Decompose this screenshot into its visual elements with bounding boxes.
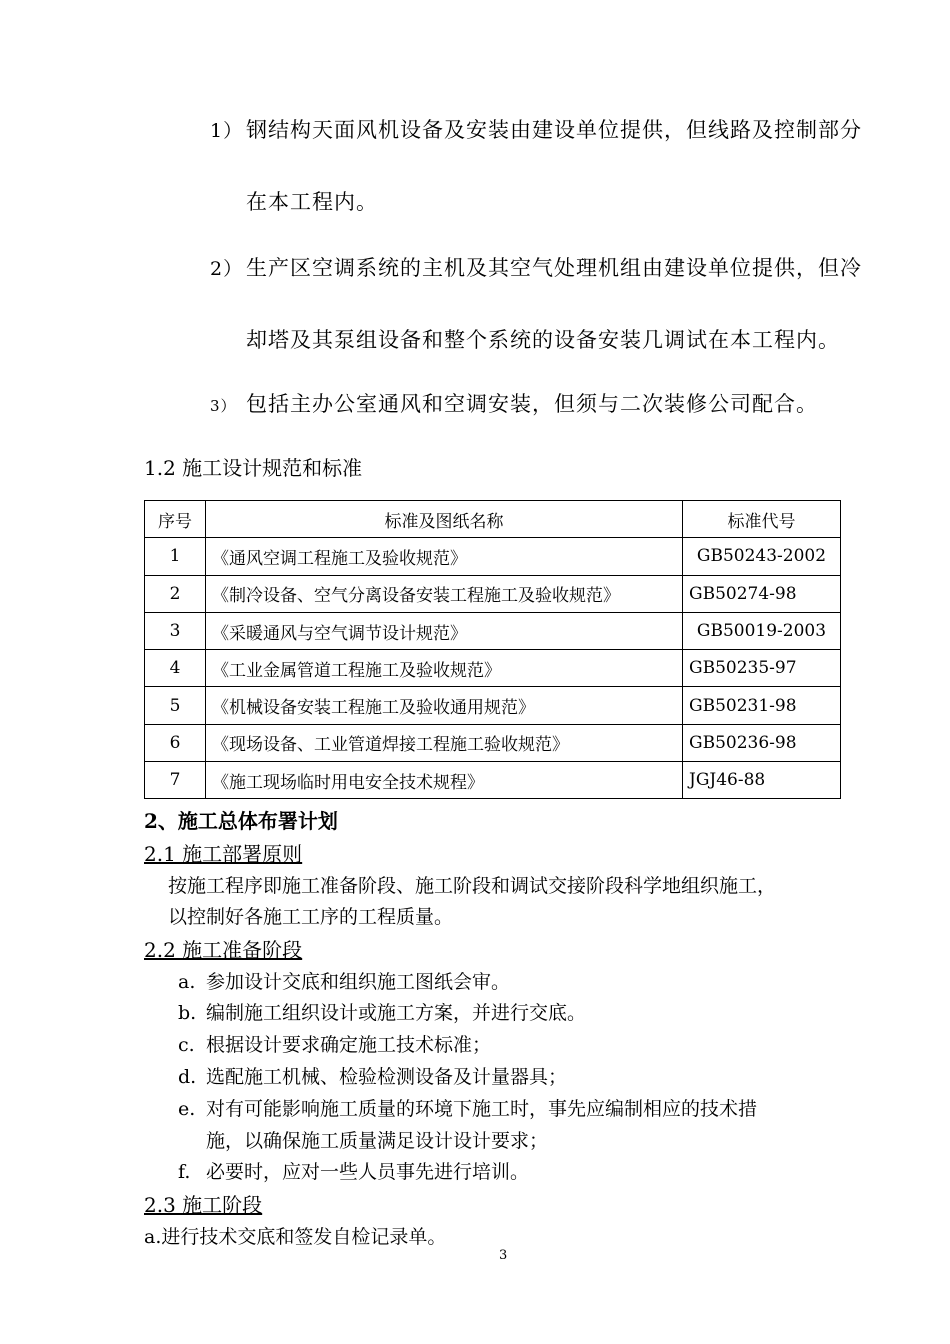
- row-name: 《制冷设备、空气分离设备安装工程施工及验收规范》: [206, 575, 683, 612]
- list-item: [178, 1094, 757, 1121]
- scope-item-text: 包括主办公室通风和空调安装，但须与二次装修公司配合。: [246, 392, 818, 416]
- table-row: [145, 575, 841, 612]
- row-name: 《通风空调工程施工及验收规范》: [206, 538, 683, 575]
- list-item-text: 参加设计交底和组织施工图纸会审。: [206, 971, 511, 993]
- scope-item-1: [210, 114, 862, 144]
- list-item: [178, 998, 586, 1025]
- scope-item-2-continued: 却塔及其泵组设备和整个系统的设备安装几调试在本工程内。: [246, 328, 840, 352]
- table-row: [145, 762, 841, 799]
- section-2-3-title: 2.3 施工阶段: [144, 1193, 263, 1217]
- row-code: JGJ46-88: [683, 762, 841, 799]
- scope-item-number: 2）: [210, 258, 244, 280]
- row-code: GB50274-98: [683, 575, 841, 612]
- row-seq: 7: [145, 762, 206, 799]
- row-code: GB50019-2003: [683, 612, 841, 649]
- section-2-1-paragraph-line: 按施工程序即施工准备阶段、施工阶段和调试交接阶段科学地组织施工，: [168, 875, 777, 897]
- table-row: [145, 687, 841, 724]
- list-item-label: a.: [178, 971, 196, 993]
- list-item: [178, 967, 510, 994]
- header-code: 标准代号: [683, 501, 841, 538]
- row-name: 《采暖通风与空气调节设计规范》: [206, 612, 683, 649]
- list-item-text: 选配施工机械、检验检测设备及计量器具；: [206, 1066, 568, 1088]
- list-item-text: 编制施工组织设计或施工方案，并进行交底。: [206, 1002, 587, 1024]
- list-item-text: 必要时，应对一些人员事先进行培训。: [206, 1161, 530, 1183]
- scope-item-number: 3）: [210, 397, 237, 415]
- scope-item-1-continued: 在本工程内。: [246, 190, 378, 214]
- scope-item-2: [210, 252, 862, 282]
- list-item: [178, 1062, 567, 1089]
- header-seq: 序号: [145, 501, 206, 538]
- section-1-2-title: 1.2 施工设计规范和标准: [144, 456, 363, 480]
- row-code: GB50236-98: [683, 724, 841, 761]
- scope-item-number: 1）: [210, 120, 244, 142]
- list-item-text: 对有可能影响施工质量的环境下施工时，事先应编制相应的技术措: [206, 1098, 758, 1120]
- section-2-2-title: 2.2 施工准备阶段: [144, 938, 303, 962]
- row-name: 《施工现场临时用电安全技术规程》: [206, 762, 683, 799]
- row-seq: 3: [145, 612, 206, 649]
- list-item: [178, 1157, 529, 1184]
- section-2-3-first-line: a.进行技术交底和签发自检记录单。: [144, 1226, 447, 1248]
- section-2-title: 2、施工总体布署计划: [144, 809, 338, 833]
- row-code: GB50243-2002: [683, 538, 841, 575]
- row-seq: 4: [145, 650, 206, 687]
- table-row: [145, 538, 841, 575]
- table-row: [145, 650, 841, 687]
- scope-item-text: 生产区空调系统的主机及其空气处理机组由建设单位提供，但冷: [246, 256, 862, 280]
- list-item-label: f.: [178, 1161, 191, 1183]
- list-item-continued: 施，以确保施工质量满足设计设计要求；: [206, 1130, 549, 1152]
- list-item-label: d.: [178, 1066, 197, 1088]
- list-item-label: b.: [178, 1002, 197, 1024]
- table-row: [145, 724, 841, 761]
- header-name: 标准及图纸名称: [206, 501, 683, 538]
- scope-item-3: [210, 388, 818, 418]
- row-code: GB50231-98: [683, 687, 841, 724]
- row-seq: 5: [145, 687, 206, 724]
- row-seq: 2: [145, 575, 206, 612]
- section-2-1-paragraph-line: 以控制好各施工工序的工程质量。: [168, 906, 454, 928]
- row-name: 《工业金属管道工程施工及验收规范》: [206, 650, 683, 687]
- list-item-label: e.: [178, 1098, 196, 1120]
- list-item-label: c.: [178, 1034, 195, 1056]
- row-name: 《机械设备安装工程施工及验收通用规范》: [206, 687, 683, 724]
- table-header-row: [145, 501, 841, 538]
- section-2-1-title: 2.1 施工部署原则: [144, 842, 303, 866]
- row-code: GB50235-97: [683, 650, 841, 687]
- list-item-text: 根据设计要求确定施工技术标准；: [206, 1034, 492, 1056]
- row-seq: 6: [145, 724, 206, 761]
- page-number: 3: [499, 1248, 508, 1263]
- list-item: [178, 1030, 491, 1057]
- row-seq: 1: [145, 538, 206, 575]
- table-row: [145, 612, 841, 649]
- row-name: 《现场设备、工业管道焊接工程施工验收规范》: [206, 724, 683, 761]
- scope-item-text: 钢结构天面风机设备及安装由建设单位提供，但线路及控制部分: [246, 118, 862, 142]
- standards-table: [144, 500, 841, 799]
